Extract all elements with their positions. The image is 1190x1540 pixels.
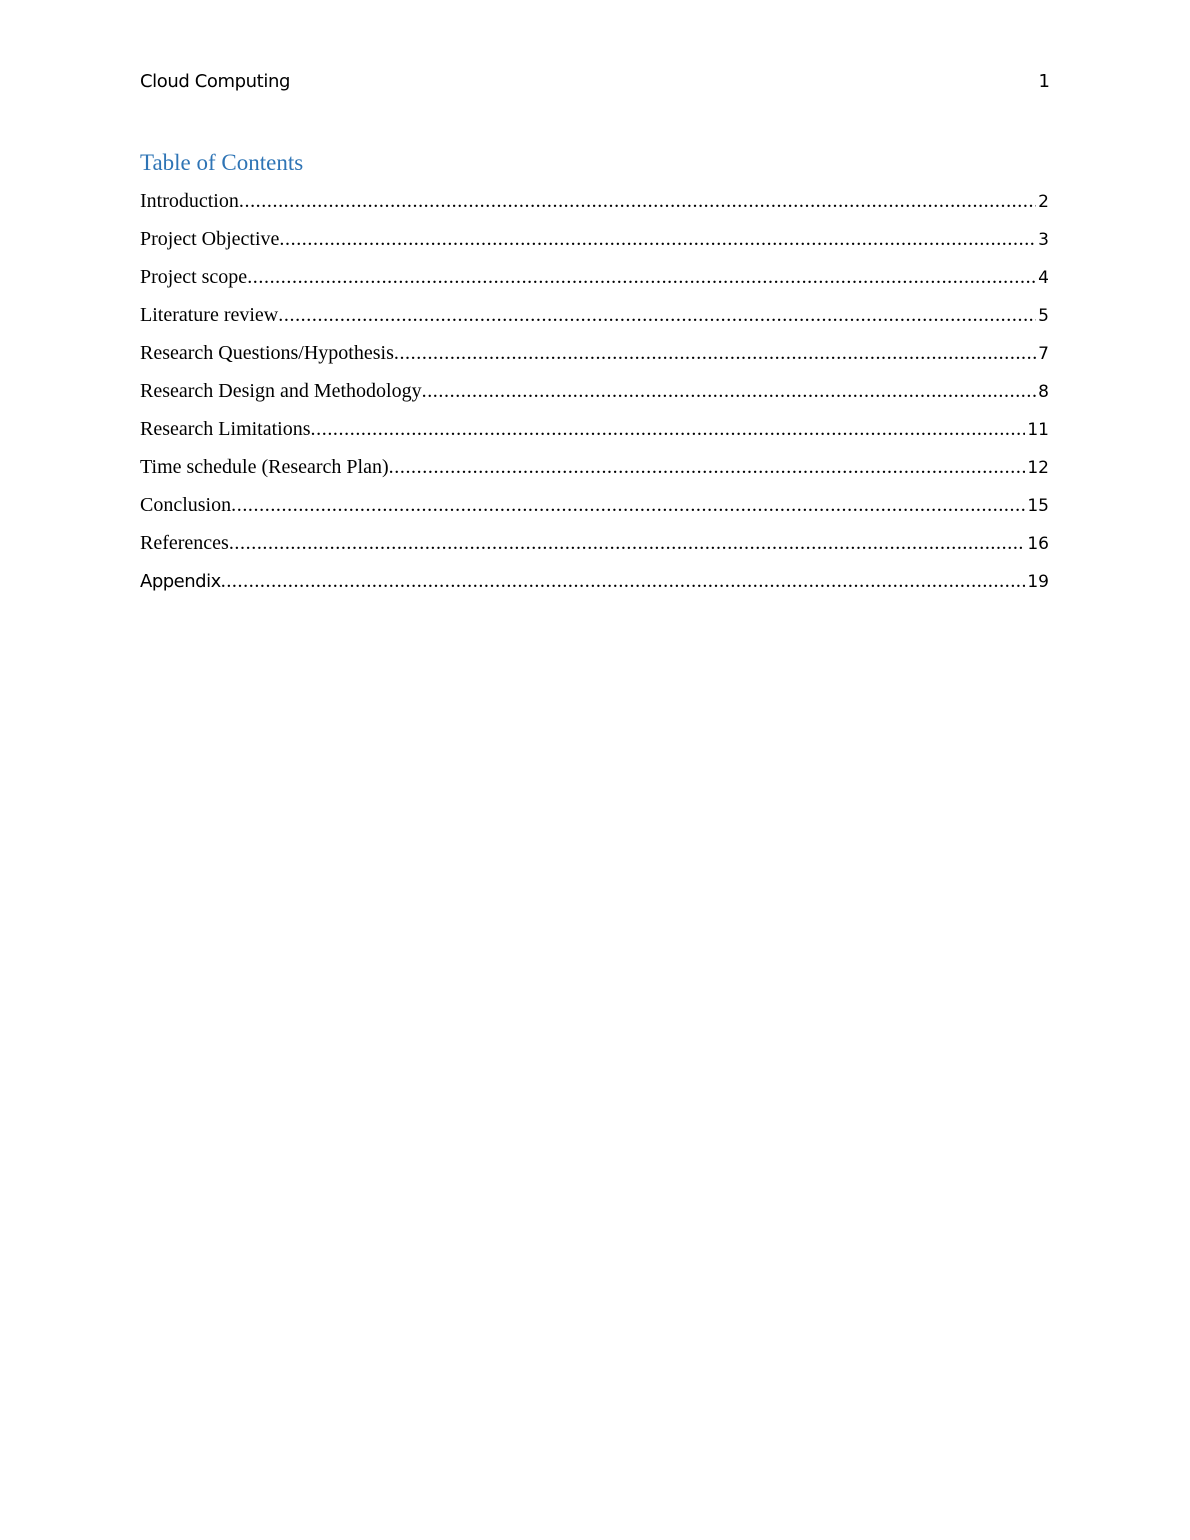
document-title: Cloud Computing — [140, 71, 290, 92]
toc-entry-label: Research Questions/Hypothesis — [140, 342, 394, 364]
toc-entry-label: Conclusion — [140, 494, 232, 516]
toc-entry-page: 12 — [1027, 458, 1049, 478]
toc-entry-page: 4 — [1038, 268, 1049, 288]
dot-leader — [311, 418, 1026, 441]
toc-entry-label: Project scope — [140, 266, 248, 288]
toc-entry-label: Introduction — [140, 190, 239, 212]
toc-entry-project-scope[interactable] — [140, 266, 1049, 304]
toc-entry-references[interactable] — [140, 532, 1049, 570]
toc-entry-page: 19 — [1027, 572, 1049, 592]
dot-leader — [247, 266, 1036, 289]
dot-leader — [278, 304, 1036, 327]
toc-entry-label: References — [140, 532, 229, 554]
toc-entry-label: Literature review — [140, 304, 279, 326]
toc-entry-label: Appendix — [140, 571, 221, 592]
toc-entry-page: 3 — [1038, 230, 1049, 250]
dot-leader — [229, 532, 1026, 555]
toc-entry-label: Project Objective — [140, 228, 280, 250]
dot-leader — [389, 456, 1026, 479]
toc-entry-page: 15 — [1027, 496, 1049, 516]
toc-entry-label: Research Limitations — [140, 418, 311, 440]
toc-entry-page: 16 — [1027, 534, 1049, 554]
dot-leader — [279, 228, 1036, 251]
toc-entry-research-limitations[interactable] — [140, 418, 1049, 456]
dot-leader — [422, 380, 1037, 403]
toc-entry-page: 11 — [1027, 420, 1049, 440]
toc-entry-research-questions[interactable] — [140, 342, 1049, 380]
toc-entry-page: 5 — [1038, 306, 1049, 326]
toc-heading: Table of Contents — [140, 150, 304, 175]
dot-leader — [231, 494, 1025, 517]
toc-entry-label: Time schedule (Research Plan) — [140, 456, 389, 478]
dot-leader — [239, 190, 1036, 213]
toc-entry-page: 2 — [1038, 192, 1049, 212]
toc-entry-page: 7 — [1038, 344, 1049, 364]
page-header — [140, 71, 1050, 97]
toc-entry-page: 8 — [1038, 382, 1049, 402]
page-number: 1 — [1038, 71, 1050, 92]
toc-entry-label: Research Design and Methodology — [140, 380, 422, 402]
toc-entry-introduction[interactable] — [140, 190, 1049, 228]
toc-entry-conclusion[interactable] — [140, 494, 1049, 532]
dot-leader — [221, 570, 1026, 593]
toc-list — [140, 190, 1049, 608]
toc-entry-appendix[interactable] — [140, 570, 1049, 608]
dot-leader — [394, 342, 1036, 365]
toc-entry-time-schedule[interactable] — [140, 456, 1049, 494]
toc-entry-research-design[interactable] — [140, 380, 1049, 418]
toc-entry-literature-review[interactable] — [140, 304, 1049, 342]
toc-entry-project-objective[interactable] — [140, 228, 1049, 266]
